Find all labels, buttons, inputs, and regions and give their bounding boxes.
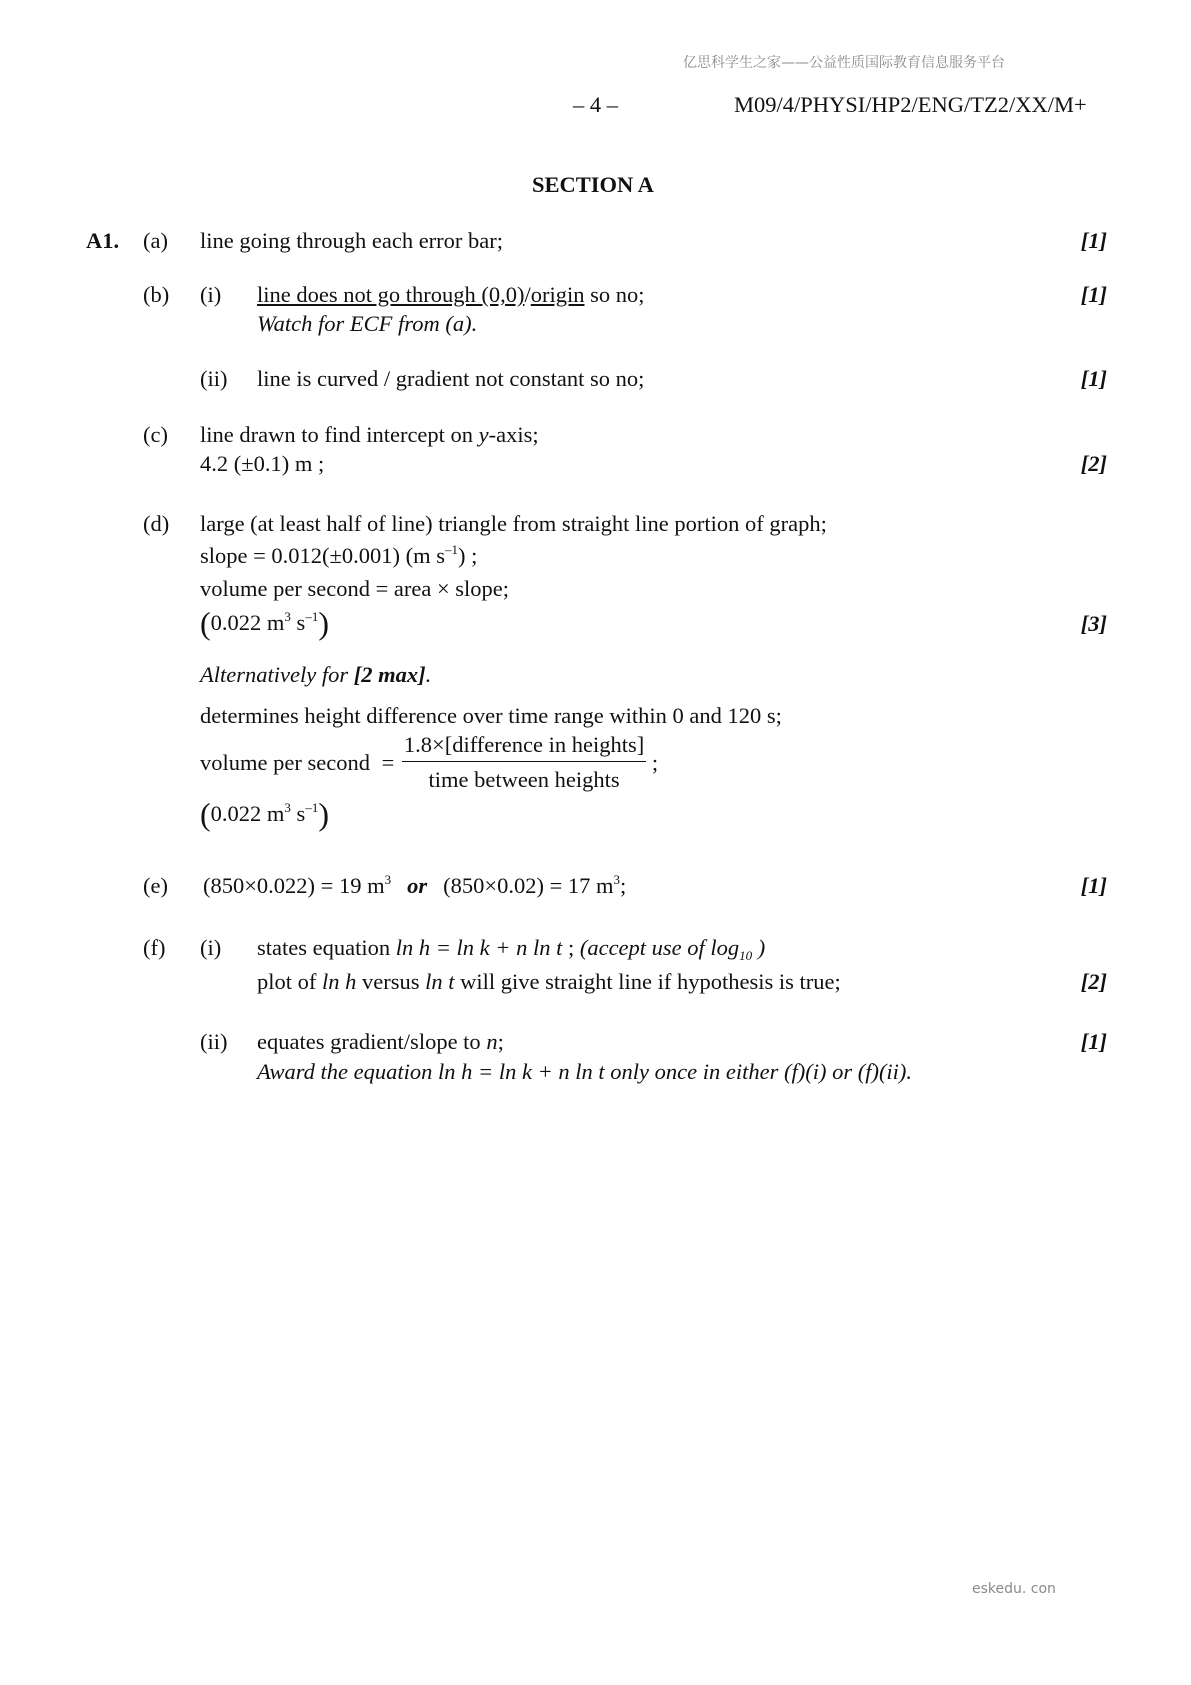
part-a-label: (a) <box>143 228 168 253</box>
text: ) ; <box>458 543 478 568</box>
part-b-i-answer <box>257 281 645 309</box>
exponent: 3 <box>384 872 392 887</box>
part-e-answer <box>203 872 626 900</box>
exponent: 3 <box>284 609 291 624</box>
text: Award the equation <box>257 1059 439 1084</box>
math-lnh: ln h <box>322 969 357 994</box>
close-paren: ) <box>318 605 329 641</box>
text: ; <box>651 749 659 775</box>
part-c-line1 <box>200 421 539 449</box>
part-c-mark: [2] <box>1080 451 1107 476</box>
part-d-slope <box>200 542 477 570</box>
text: line drawn to find intercept on <box>200 422 479 447</box>
part-d-line1: large (at least half of line) triangle from straight line portion of graph; <box>200 511 827 536</box>
text: (850×0.02) = 17 m <box>443 873 614 898</box>
equation: ln h = ln k + n ln t <box>438 1059 605 1084</box>
part-d-answer <box>200 605 329 641</box>
part-a-answer: line going through each error bar; <box>200 228 504 253</box>
part-c-line2: 4.2 (±0.1) m ; <box>200 451 325 476</box>
equation: ln h = ln k + n ln t <box>395 935 563 960</box>
part-a-mark: [1] <box>1080 228 1107 253</box>
part-b-label: (b) <box>143 282 170 307</box>
numerator: 1.8×[difference in heights] <box>402 731 646 762</box>
equals: = <box>381 749 395 775</box>
text: slope = 0.012(±0.001) (m s <box>200 543 446 568</box>
part-f-ii-label: (ii) <box>200 1029 228 1054</box>
text: only once in either (f)(i) or (f)(ii). <box>604 1059 913 1084</box>
part-b-ii-answer: line is curved / gradient not constant so no; <box>257 366 645 391</box>
part-d-alt-line1: determines height difference over time range within 0 and 120 s; <box>200 703 782 728</box>
text: ; <box>497 1029 504 1054</box>
text: 0.022 m <box>210 610 285 635</box>
text: plot of <box>257 969 322 994</box>
part-b-ii-label: (ii) <box>200 366 228 391</box>
text: s <box>290 610 306 635</box>
slash: / <box>524 282 531 307</box>
variable-n: n <box>486 1029 498 1054</box>
text: states equation <box>257 935 396 960</box>
text: (850×0.022) = 19 m <box>203 873 385 898</box>
part-f-i-line2 <box>257 968 841 996</box>
part-d-fraction-equation <box>200 731 658 794</box>
exponent: 3 <box>613 872 621 887</box>
denominator: time between heights <box>428 767 620 792</box>
text: 0.022 m <box>210 801 285 826</box>
top-banner: 亿思科学生之家——公益性质国际教育信息服务平台 <box>683 55 1005 71</box>
open-paren: ( <box>200 796 211 832</box>
part-d-line3: volume per second = area × slope; <box>200 576 510 601</box>
text: . <box>425 662 432 687</box>
fraction <box>402 731 646 794</box>
exponent: 3 <box>284 800 291 815</box>
part-b-i-label: (i) <box>200 282 222 307</box>
footer-site: eskedu. con <box>972 1581 1056 1597</box>
part-d-label: (d) <box>143 511 170 536</box>
accept-note-end: ) <box>752 935 766 960</box>
part-b-i-mark: [1] <box>1080 282 1107 307</box>
part-d-alternative <box>200 661 431 689</box>
part-f-i-mark: [2] <box>1080 969 1107 994</box>
question-label: A1. <box>86 228 120 253</box>
close-paren: ) <box>318 796 329 832</box>
text: will give straight line if hypothesis is true; <box>454 969 841 994</box>
document-code: M09/4/PHYSI/HP2/ENG/TZ2/XX/M+ <box>734 92 1087 117</box>
underlined-phrase: line does not go through (0,0) <box>257 282 525 307</box>
part-f-ii-mark: [1] <box>1080 1029 1107 1054</box>
text: ; <box>620 873 627 898</box>
exponent: –1 <box>445 542 459 557</box>
part-f-label: (f) <box>143 935 166 960</box>
exponent: –1 <box>305 609 319 624</box>
part-d-mark: [3] <box>1080 611 1107 636</box>
part-b-ii-mark: [1] <box>1080 366 1107 391</box>
accept-note: (accept use of log <box>579 935 740 960</box>
text: ; <box>562 935 580 960</box>
part-b-i-note: Watch for ECF from (a). <box>257 311 478 336</box>
part-e-mark: [1] <box>1080 873 1107 898</box>
text: equates gradient/slope to <box>257 1029 487 1054</box>
underlined-origin: origin <box>530 282 585 307</box>
part-f-i-label: (i) <box>200 935 222 960</box>
exponent: –1 <box>305 800 319 815</box>
text: s <box>290 801 306 826</box>
max-marks: [2 max] <box>353 662 426 687</box>
text: Alternatively for <box>200 662 354 687</box>
subscript: 10 <box>739 948 753 963</box>
part-c-label: (c) <box>143 422 168 447</box>
answer-rest: so no; <box>584 282 645 307</box>
text: volume per second <box>200 749 370 775</box>
page-number: – 4 – <box>573 92 618 117</box>
or-keyword: or <box>407 873 428 898</box>
open-paren: ( <box>200 605 211 641</box>
text: versus <box>356 969 426 994</box>
part-f-ii-line1 <box>257 1028 504 1056</box>
text: -axis; <box>488 422 539 447</box>
variable-y: y <box>478 422 489 447</box>
part-e-label: (e) <box>143 873 168 898</box>
part-f-ii-award-note <box>257 1058 912 1086</box>
part-d-alt-answer <box>200 796 329 832</box>
math-lnt: ln t <box>425 969 455 994</box>
part-f-i-line1 <box>257 934 765 962</box>
section-title: SECTION A <box>532 172 654 197</box>
